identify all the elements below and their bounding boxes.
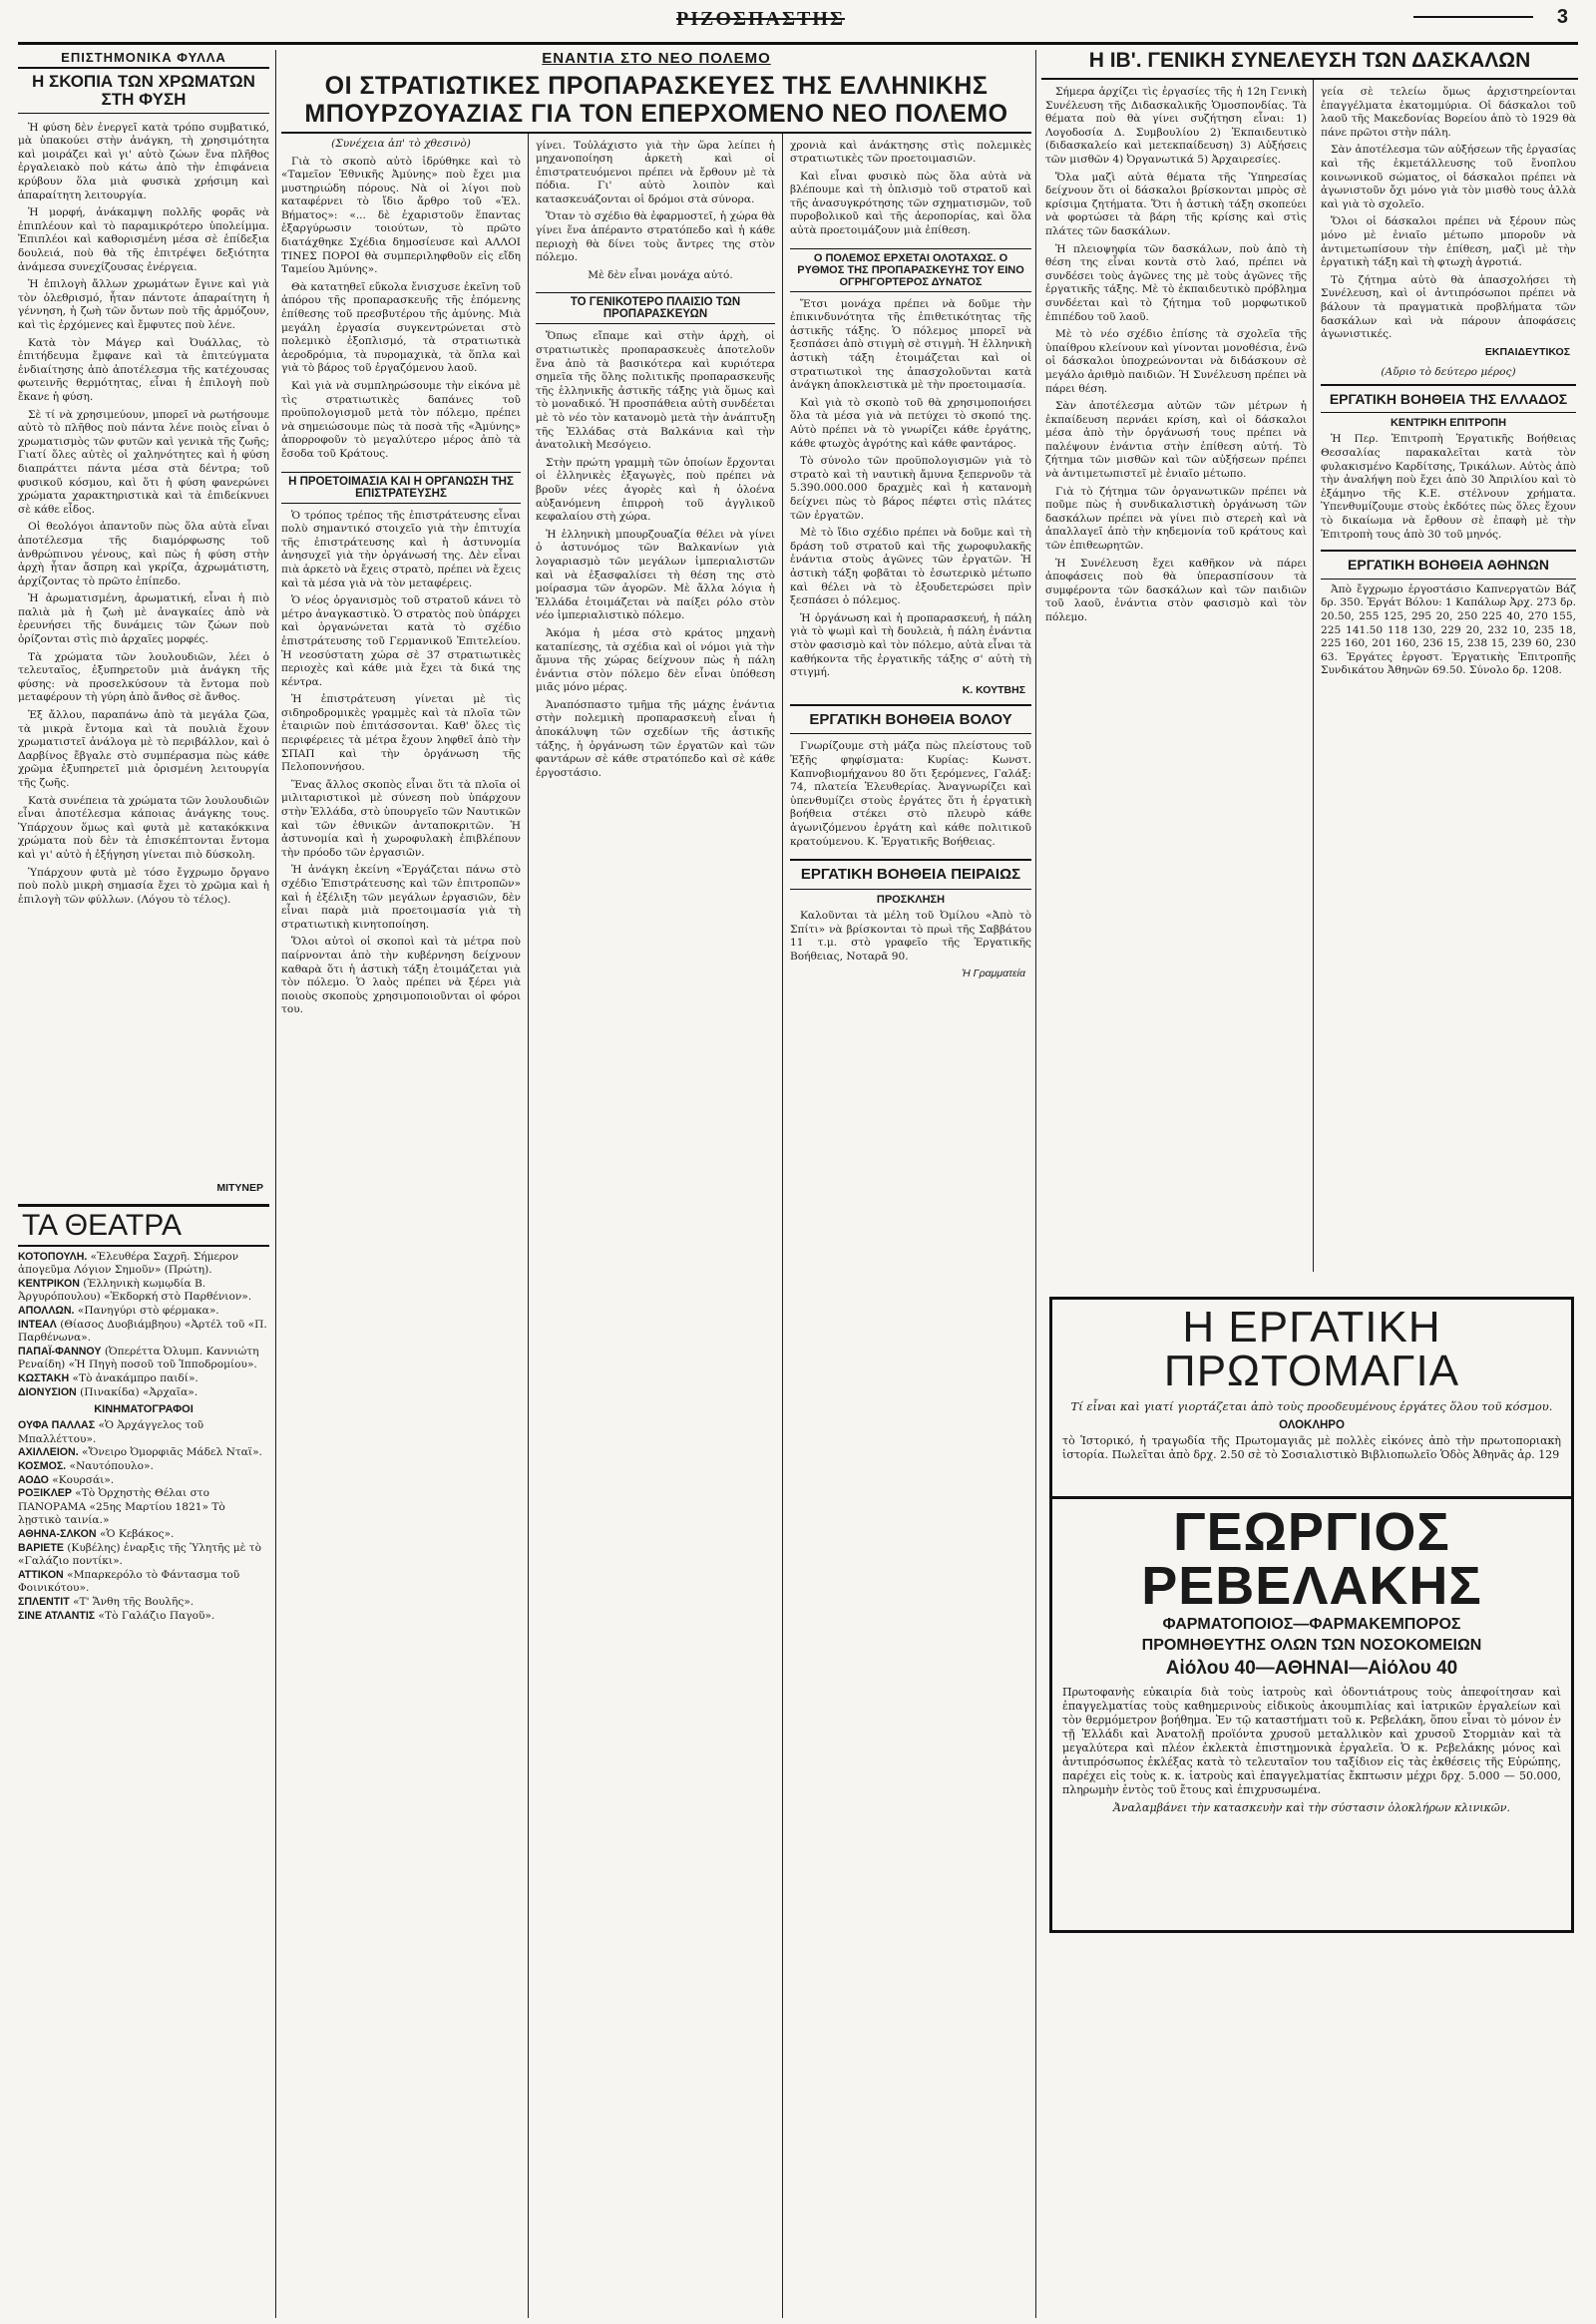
lead-subcolumn bbox=[790, 134, 1031, 2319]
column-war-article bbox=[281, 50, 1031, 2318]
article-paragraph: Ἀκόμα ἡ μέσα στὸ κράτος μηχανὴ καταπίεσης, τὰ σχέδια καὶ οἱ νόμοι γιὰ τὴν ἄμυνα τῆς χώρας δείχνουν πὼς ἡ πάλη ἐνάντια στὸν πόλεμο δὲν εἶναι ὑπόθεση μιᾶς μόνο μέρας. bbox=[536, 626, 775, 694]
cinema-entry: ΣΙΝΕ ΑΤΛΑΝΤΙΣ «Τὸ Γαλάζιο Παγοῦ». bbox=[18, 1609, 215, 1622]
article-paragraph: Ἔτσι μονάχα πρέπει νὰ δοῦμε τὴν ἐπικινδυνότητα τῆς ἐπιθετικότητας τῆς ἀστικῆς τάξης. Ὁ πόλεμος μπορεῖ νὰ ξεσπάσει ἀπὸ στιγμὴ σὲ στιγμὴ. Ἡ ἐλληνικὴ ἀστικὴ τάξη ἑτοιμάζεται καὶ οἱ στρατιωτικοὶ της ἀπασχολοῦνται κατὰ ἀνάγκη ἀποκλειστικὰ μὲ τὴν προετοιμασία. bbox=[790, 297, 1031, 392]
article-signature: Κ. ΚΟΥΤΒΗΣ bbox=[962, 683, 1025, 696]
article-paragraph: Ἕνας ἄλλος σκοπὸς εἶναι ὅτι τὰ πλοῖα οἱ μιλιταριστικοὶ μὲ σύνεση ποὺ ὑπάρχουν στὴν Ἑλλάδα, στὸ ὑπουργεῖο τῶν Ναυτικῶν καὶ τῶν ἐθνικῶν ἀνταποκριτῶν. Ἡ ἀστυνομία καὶ ἡ χωροφυλακὴ ἐπιβλέπουν τὴν πρόοδο τῶν ἐργασιῶν. bbox=[281, 778, 521, 859]
article-subheading: Ο ΠΟΛΕΜΟΣ ΕΡΧΕΤΑΙ ΟΛΟΤΑΧΩΣ. Ο ΡΥΘΜΟΣ ΤΗΣ ΠΡΟΠΑΡΑΣΚΕΥΗΣ ΤΟΥ ΕΙΝΟ ΟΓΡΗΓΟΡΤΕΡΟΣ ΔΥΝΑΤΟΣ bbox=[790, 248, 1031, 292]
cinema-entry: ΑΤΤΙΚΟΝ «Μπαρκερόλο τὸ Φάντασμα τοῦ Φοινικότου». bbox=[18, 1568, 240, 1595]
advert-may-day-book bbox=[1049, 1297, 1574, 1499]
theatres-heading: ΤΑ ΘΕΑΤΡΑ bbox=[18, 1204, 269, 1247]
notice-text: Γνωρίζουμε στὴ μάζα πὼς πλείστους τοῦ Ἐξῆς φηφίσματα: Κυρίας: Κωνστ. Καπνοβιομήχανου 80 ὅτι ξερόμενες, Γαλάξ: 74, πλατεία Ἐλευθερίας. Ἀναγνωρίζει καὶ ὑπενθυμίζει στοὺς ἐργάτες ὅτι ἡ ἐργατικὴ βοήθεια στέκει στὸ πλευρὸ κάθε ἀγωνιζόμενου ἐργάτη καὶ κάθε πολιτικοῦ κρατούμενου. Κ. Ἐργατικῆς Βοήθειας. bbox=[790, 740, 1031, 848]
article-paragraph: Σήμερα ἀρχίζει τὶς ἐργασίες τῆς ἡ 12η Γενικὴ Συνέλευση τῆς Διδασκαλικῆς Ὁμοσπονδίας. Τὰ θέματα ποὺ θὰ γίνει συζήτηση εἶναι: 1) Λογοδοσία Δ. Συμβουλίου 2) Ἐκπαιδευτικὸ (διδασκαλείο καὶ μετεκπαίδευση) 3) Αὐξήσεις τῶν μισθῶν 4) Ὀργανωτικά 5) Ἀρχαιρεσίες. bbox=[1045, 86, 1307, 167]
article-paragraph: Κατὰ συνέπεια τὰ χρώματα τῶν λουλουδιῶν εἶναι ἀποτέλεσμα κάποιας ἀνάγκης τους. Ὑπάρχουν ὅμως καὶ φυτὰ μὲ κατακόκκινα χρώματα ποὺ δὲν τὰ ἐπισκέπτονται ἔντομα καὶ γι' αὐτὸ ἡ ἐξήγηση γίνεται πιὸ δύσκολη. bbox=[18, 794, 269, 861]
article-paragraph: Ἡ ἀνάγκη ἐκείνη «Ἐργάζεται πάνω στὸ σχέδιο Ἐπιστράτευσης καὶ τῶν ἐπιτροπῶν» καὶ ἡ ἐξέλιξη τῶν μεγάλων ἐργασιῶν, δὲν εἶναι παρὰ μιὰ προετοιμασία γιὰ τὴ στρατιωτικὴ κινητοποίηση. bbox=[281, 864, 521, 931]
article-paragraph: Ἡ φύση δὲν ἐνεργεῖ κατὰ τρόπο συμβατικό, μὰ ὑπακούει στὴν ἀνάγκη, τὴ χρησιμότητα καὶ μοιράζει καὶ γι' αὐτὸ ζώων ἕνα πλῆθος ἐργαλειακὸ ποὺ κάτω ἀπὸ τὴν ἐπιφάνεια κρύβουν ὅλα μιὰ φυσικὰ χρήσιμη καὶ ἀπαραίτητη λειτουργία. bbox=[18, 121, 269, 201]
article-paragraph: Οἱ θεολόγοι ἀπαντοῦν πὼς ὅλα αὐτὰ εἶναι ἀποτέλεσμα τῆς διαμόρφωσης τοῦ ἀνθρώπινου γένους, καὶ πὼς ἡ φύση στὴν ἀρχὴ ἦταν ἄσπρη καὶ γκρίζα, ἀχρωμάτιστη, ἀρχίζοντας τὸ πρῶτο ἐπίπεδο. bbox=[18, 521, 269, 587]
article-paragraph: Σὲ τί νὰ χρησιμεύουν, μπορεῖ νὰ ρωτήσουμε αὐτὸ τὸ πλῆθος ποὺ πάντα λένε ποιὸς εἶναι ὁ χρωματισμὸς τῶν φυτῶν καὶ γενικὰ τῆς ζωῆς; Γιατί ὅλες αὐτὲς οἱ χαληνότητες καὶ ἡ φύση διαπράττει πάντα μέσα στὰ δέντρα; τοῦ φυσικοῦ κόσμου, καὶ ὅτι ἡ φύση φανερώνει χρώματα χαρακτηριστικὰ καὶ τὰ ἐπιδείκνυει σὲ κάθε εἶδος. bbox=[18, 408, 269, 516]
article-subheading: ΤΟ ΓΕΝΙΚΟΤΕΡΟ ΠΛΑΙΣΙΟ ΤΩΝ ΠΡΟΠΑΡΑΣΚΕΥΩΝ bbox=[536, 292, 775, 324]
article-paragraph: Ἡ ἑλληνικὴ μπουρζουαζία θέλει νὰ γίνει ὁ ἀστυνόμος τῶν Βαλκανίων γιὰ λογαριασμὸ τῶν μεγάλων ἰμπεριαλιστῶν καὶ νὰ ἐξασφαλίσει τὴ θέση της στὸ μοίρασμα τῶν ἀγορῶν. Μὲ ἄλλα λόγια ἡ Ἑλλάδα ἐτοιμάζεται νὰ παίξει ρόλο στὸν νέο ἰμπεριαλιστικὸ πόλεμο. bbox=[536, 528, 775, 622]
subcolumn-divider bbox=[782, 134, 783, 2319]
lead-article-body bbox=[281, 134, 1031, 2319]
article-paragraph: Καὶ γιὰ νὰ συμπληρώσουμε τὴν εἰκόνα μὲ τὶς στρατιωτικὲς δαπάνες τοῦ προϋπολογισμοῦ μετὰ τὸν πόλεμο, πρέπει νὰ σημειώσουμε πὼς τὰ ποσὰ τῆς «Ἀμύνης» ἀπορροφοῦν τὸ μεγαλύτερο μέρος ἀπὸ τὰ ἔσοδα τοῦ Κράτους. bbox=[281, 380, 521, 460]
article-paragraph: Κατὰ τὸν Μάγερ καὶ Ὀυάλλας, τὸ ἐπιτήδευμα ἔμφανε καὶ τὰ ἐπιτεύγματα ἐνδιαίτησης ἀπὸ ἀποτέλεσμα τῆς κατέχουσας φωτεινῆς θερμότητας, εἶναι ἡ ἐπιλογὴ ποὺ ἔκανε ἡ φύση. bbox=[18, 336, 269, 403]
cinema-entry: ΑΘΗΝΑ-ΣΛΚΟΝ «Ὁ Κεβάκος». bbox=[18, 1527, 175, 1540]
theatre-entry: ΠΑΠΑΪ-ΦΑΝΝΟΥ (Ὀπερέττα Ὀλυμπ. Καννιώτη Ρεναίδη) «Ἡ Πηγὴ ποσοῦ τοῦ Ἱπποδρομίου». bbox=[18, 1345, 259, 1371]
theatre-entry: ΙΝΤΕΑΛ (Θίασος Δυοβιάμβηου) «Ἀρτέλ τοῦ «Π. Παρθένωνα». bbox=[18, 1318, 267, 1345]
article-subcolumn bbox=[1045, 80, 1307, 1272]
notice-heading: ΕΡΓΑΤΙΚΗ ΒΟΗΘΕΙΑ ΒΟΛΟΥ bbox=[790, 706, 1031, 735]
article-headline: Η ΣΚΟΠΙΑ ΤΩΝ ΧΡΩΜΑΤΩΝ ΣΤΗ ΦΥΣΗ bbox=[18, 73, 269, 114]
masthead-rule bbox=[1413, 16, 1533, 18]
notice-text: Ἀπὸ ἔγχρωμο ἐργοστάσιο Καπνεργατῶν Βάζ δρ. 350. Ἐργάτ Βόλου: 1 Καπάλωρ Ἀρχ. 273 δρ. 20.50, 255 125, 295 20, 250 225 40, 270 155, 225 141.50 118 130, 229 20, 232 10, 235 18, 225 160, 201 160, 236 15, 238 15, 239 60, 230 63. Ἐργάτες ἐργοστ. Ἐργατικὴς Ἐπιτροπῆς Συνδικάτου Ἀθηνῶν 69.50. Σύνολο δρ. 1208. bbox=[1321, 582, 1576, 677]
advert-text: τὸ Ἱστορικό, ἡ τραγωδία τῆς Πρωτομαγιᾶς μὲ πολλὲς εἰκόνες ἀπὸ τὴν πρωτοποριακὴ ἱστορία. Πωλεῖται ἀπὸ δρχ. 2.50 σὲ τὸ Σοσιαλιστικὸ Βιβλιοπωλεῖο Ὁδὸς Ἀθηνᾶς ἀρ. 129 bbox=[1062, 1434, 1561, 1461]
cinema-entry: ΑΧΙΛΛΕΙΟΝ. «Ὄνειρο Ὀμορφιᾶς Μάδελ Νταϊ». bbox=[18, 1446, 262, 1459]
notice-subheading: ΚΕΝΤΡΙΚΗ ΕΠΙΤΡΟΠΗ bbox=[1390, 417, 1507, 430]
article-paragraph: Μὲ τὸ νέο σχέδιο ἐπίσης τὰ σχολεῖα τῆς ὑπαίθρου κλείνουν καὶ γίνονται μονοθέσια, ἐνῶ οἱ δάσκαλοι ὑποχρεώνονται νὰ διδάσκουν σὲ μεγάλο ἀριθμὸ παιδιῶν. Ἡ Συνέλευση πρέπει νὰ πάρει θέση. bbox=[1045, 328, 1307, 395]
article-paragraph: Ἡ ὀργάνωση καὶ ἡ προπαρασκευή, ἡ πάλη γιὰ τὸ ψωμὶ καὶ τὴ δουλειὰ, ἡ πάλη ἐνάντια στὸν φασισμὸ καὶ τὸν πόλεμο, αὐτὰ εἶναι τὰ καθήκοντα τῆς ἐργατικῆς τάξης σ' αὐτὴ τὴ στιγμή. bbox=[790, 611, 1031, 679]
theatre-entry: ΚΟΤΟΠΟΥΛΗ. «Ἐλευθέρα Σαχρῆ. Σήμερον ἀπογεῦμα Λόγιον Σημοῦν» (Πρώτη). bbox=[18, 1250, 239, 1277]
notice-text: Καλοῦνται τὰ μέλη τοῦ Ὀμίλου «Ἀπὸ τὸ Σπίτι» νὰ βρίσκονται τὸ πρωὶ τῆς Σαββάτου 11 τ.μ. στὸ γραφεῖο τῆς Ἐργατικῆς Βοήθειας, Νοταρᾶ 90. bbox=[790, 909, 1031, 963]
article-subcolumn bbox=[1321, 80, 1576, 1272]
subcolumn-divider bbox=[528, 134, 529, 2319]
article-paragraph: Ὑπάρχουν φυτὰ μὲ τόσο ἔγχρωμο ὄργανο ποὺ πολὺ μικρὴ σημασία ἔχει τὸ χρῶμα καὶ ἡ ἐπιλογὴ τῶν φύλλων. (Λόγου τὸ τέλος). bbox=[18, 866, 269, 906]
theatre-entry: ΔΙΟΝΥΣΙΟΝ (Πινακίδα) «Ἀρχαῖα». bbox=[18, 1385, 199, 1398]
theatre-entry: ΚΩΣΤΑΚΗ «Τὸ ἀνακάμπρο παιδί». bbox=[18, 1372, 199, 1385]
cinema-entry: ΑΟΔΟ «Κουρσάι». bbox=[18, 1473, 115, 1486]
subcolumn-divider bbox=[1313, 80, 1314, 1272]
article-headline: Η ΙΒ'. ΓΕΝΙΚΗ ΣΥΝΕΛΕΥΣΗ ΤΩΝ ΔΑΣΚΑΛΩΝ bbox=[1041, 50, 1578, 80]
advert-closing: Ἀναλαμβάνει τὴν κατασκευὴν καὶ τὴν σύστασιν ὁλοκλήρων κλινικῶν. bbox=[1113, 1801, 1510, 1814]
article-signature: ΕΚΠΑΙΔΕΥΤΙΚΟΣ bbox=[1484, 345, 1570, 358]
article-paragraph: Ἐξ ἄλλου, παραπάνω ἀπὸ τὰ μεγάλα ζῶα, τὰ μικρὰ ἔντομα καὶ τὰ πουλιὰ ἔχουν χρωματιστεῖ ἀνάλογα μὲ τὸ περιβάλλον, καὶ ὁ Δαρβίνος ἔβγαλε στὸ συμπέρασμα πὼς κάθε χρῶμα ἐξυπηρετεῖ μιὰ ὀρισμένη λειτουργία τῆς ζωῆς. bbox=[18, 709, 269, 789]
article-paragraph: Ὅλα μαζὶ αὐτὰ θέματα τῆς Ὑπηρεσίας δείχνουν ὅτι οἱ δάσκαλοι βρίσκονται μπρὸς σὲ κρίσιμα ζητήματα. Ὅτι ἡ ἀστικὴ τάξη σκοπεύει νὰ φορτώσει τὰ βάρη τῆς κρίσης καὶ στὶς πλάτες τῶν δασκάλων. bbox=[1045, 171, 1307, 237]
lead-subcolumn bbox=[536, 134, 775, 2319]
column-teachers bbox=[1041, 50, 1578, 2318]
article-paragraph: Μὲ τὸ ἴδιο σχέδιο πρέπει νὰ δοῦμε καὶ τὴ δράση τοῦ στρατοῦ καὶ τῆς χωροφυλακῆς ἐνάντια στοὺς ἀγῶνες τῶν ἐργατῶν. Ἡ ἀστικὴ τάξη φοβᾶται τὸ ἐσωτερικὸ μέτωπο καὶ θέλει νὰ τὸ ἐξουδετερώσει πρὶν ξεσπάσει ὁ πόλεμος. bbox=[790, 527, 1031, 607]
article-paragraph: Στὴν πρώτη γραμμὴ τῶν ὁποίων ἔρχονται οἱ ἑλληνικὲς ἐξαγωγὲς, ποὺ πρέπει νὰ βροῦν νέες ἀγορὲς καὶ ἡ ὁλοένα αὐξανόμενη ἐπιρροὴ τοῦ ἀγγλικοῦ κεφαλαίου στὴ χώρα. bbox=[536, 456, 775, 524]
cinema-entry: ΡΟΞΙΚΛΕΡ «Τὸ Ὀρχηστὴς Θέλαι στο ΠΑΝΟΡΑΜΑ «25ης Μαρτίου 1821» Τὸ λῃστικὸ ταινία.» bbox=[18, 1487, 225, 1527]
cinema-entry: ΚΟΣΜΟΣ. «Ναυτόπουλο». bbox=[18, 1460, 154, 1472]
advert-name: ΓΕΩΡΓΙΟΣ ΡΕΒΕΛΑΚΗΣ bbox=[1141, 1502, 1482, 1616]
article-paragraph: Σὰν ἀποτέλεσμα τῶν αὐξήσεων τῆς ἐργασίας καὶ τῆς ἐκμετάλλευσης τοῦ ἔνοπλου κοινωνικοῦ σώματος, οἱ δάσκαλοι πρέπει νὰ ἀγωνιστοῦν ὄχι μόνο γιὰ τὸν μισθὸ τους ἀλλὰ καὶ γιὰ τὸ σχολεῖο. bbox=[1321, 144, 1576, 210]
article-paragraph: Γιὰ τὸ ζήτημα τῶν ὀργανωτικῶν πρέπει νὰ ποῦμε πὼς ἡ συνδικαλιστικὴ ὀργάνωση τῶν δασκάλων πρέπει νὰ γίνει πιὸ στερεὴ καὶ νὰ ἀπαλλαγεῖ ἀπὸ τὴν κηδεμονία τοῦ κράτους καὶ τῶν ἐπιθεωρητῶν. bbox=[1045, 485, 1307, 553]
cinemas-heading: ΚΙΝΗΜΑΤΟΓΡΑΦΟΙ bbox=[94, 1403, 194, 1416]
article-paragraph: Ἡ Συνέλευση ἔχει καθῆκον νὰ πάρει ἀποφάσεις ποὺ θὰ ὑπερασπίσουν τὰ συμφέροντα τῶν δασκάλων καὶ τῶν παιδιῶν τοῦ λαοῦ, ἐνάντια στὸν φασισμὸ καὶ τὸν πόλεμο. bbox=[1045, 557, 1307, 624]
page-number: 3 bbox=[1556, 6, 1568, 28]
article-paragraph: γεία σὲ τελείω ὅμως ἀρχιστηρείονται ἐπαγγέλματα ἑκατομμύρια. Οἱ δάσκαλοι τοῦ λαοῦ τῆς Μακεδονίας Βορείου ἀπὸ τὸ 1929 θὰ πάνε πρῶτοι στὴν πάλη. bbox=[1321, 86, 1576, 139]
notice-subheading: ΠΡΟΣΚΛΗΣΗ bbox=[876, 893, 946, 906]
advert-line: ΠΡΟΜΗΘΕΥΤΗΣ ΟΛΩΝ ΤΩΝ ΝΟΣΟΚΟΜΕΙΩΝ bbox=[1141, 1637, 1482, 1654]
article-paragraph: Ὁ νέος ὀργανισμὸς τοῦ στρατοῦ κάνει τὸ μέτρο ἀναγκαστικὸ. Ὁ στρατὸς ποὺ ὑπάρχει καὶ ὀργανώνεται κατὰ τὸ σχέδιο ἐπιστράτευσης τοῦ Γερμανικοῦ Ἐπιτελείου. Ἡ νεοσύστατη χώρα σὲ 37 στρατιωτικὲς περιοχὲς καὶ κάθε μιὰ ἔχει τὰ δικά της κέντρα. bbox=[281, 594, 521, 688]
article-paragraph: Ὅλοι οἱ δάσκαλοι πρέπει νὰ ξέρουν πὼς μόνο μὲ ἑνιαῖο μέτωπο μποροῦν νὰ ἀντιμετωπίσουν τὴν ἐπίθεση, μαζὶ μὲ τὴν ἐργατικὴ τάξη καὶ τὴ φτωχὴ ἀγροτιά. bbox=[1321, 215, 1576, 269]
masthead bbox=[18, 6, 1578, 45]
article-paragraph: Μὲ δὲν εἶναι μονάχα αὐτό. bbox=[588, 268, 733, 281]
article-paragraph: Ὅλοι αὐτοὶ οἱ σκοποὶ καὶ τὰ μέτρα ποὺ παίρνονται ἀπὸ τὴν κυβέρνηση δείχνουν καθαρὰ ὅτι ἡ ἀστικὴ τάξη ἑτοιμάζεται γιὰ τὸν πόλεμο. Ὁ λαὸς πρέπει νὰ ξέρει γιὰ ποιοὺς σκοποὺς χρησιμοποιοῦνται οἱ φόροι του. bbox=[281, 936, 521, 1016]
article-paragraph: Ἀναπόσπαστο τμῆμα τῆς μάχης ἐνάντια στὴν πολεμικὴ προπαρασκευὴ εἶναι ἡ ἀποκάλυψη τῶν σχεδίων τῆς ἀστικῆς τάξης, ἡ ὀργάνωση τῶν ἐργατῶν καὶ τῶν φαντάρων σὲ κάθε στρατόπεδο καὶ σὲ κάθε ἐργοστάσιο. bbox=[536, 698, 775, 779]
notice-text: Ἡ Περ. Ἐπιτροπὴ Ἐργατικῆς Βοήθειας Θεσσαλίας παρακαλεῖται κατὰ τὸν φυλακισμένο Καρδίτσης, Τρικάλων. Αὐτὸς ἀπὸ τὴν ἀναλήψη ποὺ ἔχει ἀπὸ 30 Ἀπριλίου καὶ τὸ ἐξάμηνο τῆς Κ.Ε. στέλνουν χρήματα. Ὑπενθυμίζουμε στοὺς ἐκδότες πὼς ὅλες ἔχουν τὸ δικαίωμα νὰ ἔρθουν σὲ ἐπαφὴ μὲ τὴν Ἐπιτροπὴ τους ἀπὸ 30 τοῦ μηνός. bbox=[1321, 433, 1576, 541]
lead-headline-line2: ΜΠΟΥΡΖΟΥΑΖΙΑΣ ΓΙΑ ΤΟΝ ΕΠΕΡΧΟΜΕΝΟ ΝΕΟ ΠΟΛΕΜΟ bbox=[304, 100, 1008, 129]
article-paragraph: Καὶ εἶναι φυσικὸ πὼς ὅλα αὐτὰ νὰ βλέπουμε καὶ τὴ ὁπλισμὸ τοῦ στρατοῦ καὶ τῆς ἀνασυγκρότησης τῶν σχηματισμῶν, τοῦ πυροβολικοῦ καὶ τῆς ἀεροπορίας, καὶ ὅλα αὐτὰ προετοιμάζουν μιὰ ἐπίθεση. bbox=[790, 170, 1031, 237]
article-paragraph: Ὅταν τὸ σχέδιο θὰ ἐφαρμοστεῖ, ἡ χώρα θὰ γίνει ἕνα ἀπέραντο στρατόπεδο καὶ ἡ κάθε περιοχὴ θὰ δίνει τοὺς ἄντρες της στὸν πόλεμο. bbox=[536, 210, 775, 264]
section-kicker: ΕΝΑΝΤΙΑ ΣΤΟ ΝΕΟ ΠΟΛΕΜΟ bbox=[542, 50, 771, 67]
article-paragraph: Τὰ χρώματα τῶν λουλουδιῶν, λέει ὁ τελευταῖος, ἐξυπηρετοῦν μιὰ ἀνάγκη τῆς φύσης: νὰ προσελκύσουν τὰ ἔντομα ποὺ μεταφέρουν τὴ γύρη ἀπὸ ἄνθος σὲ ἄνθος. bbox=[18, 650, 269, 704]
article-paragraph: Ὁ τρόπος τρέπος τῆς ἐπιστράτευσης εἶναι πολὺ σημαντικό στοιχεῖο γιὰ τὴν ἐπιτυχία τῆς ἐπιστράτευσης καὶ ἡ ἀστυνομία ἀνησυχεῖ γιὰ τὴν ὀργάνωσή της. Δὲν εἶναι πιὰ ἀρκετὸ νὰ ἔχεις στρατὸ, πρέπει νὰ ἔχεις καὶ τὰ μέσα γιὰ νὰ τὸν μεταφέρεις. bbox=[281, 509, 521, 589]
notice-signature: Ἡ Γραμματεία bbox=[962, 968, 1025, 980]
column-divider bbox=[275, 50, 276, 2318]
article-paragraph: Γιὰ τὸ σκοπὸ αὐτὸ ἱδρύθηκε καὶ τὸ «Ταμεῖον Ἐθνικῆς Ἀμύνης» ποὺ ἔχει μια μυστηριώδη πόρους. Νὰ οἱ λίγοι ποὺ καταφέρνει τὸ ἴδιο ἄρθρο τοῦ «Ἐλ. Βήματος»: «... δὲ ἐχαριστοῦν ἕπαντας ἐξαργύρωσιν τοιούτων, τὸ πρῶτο διατάχθηκε Σχέδια δημοσίευσε καὶ ΑΛΛΟΙ ΤΙΝΕΣ ΠΟΡΟΙ θὰ συμπεριληφθοῦν εἰς εἴδη Ταμείου Ἀμύνης». bbox=[281, 155, 521, 276]
cinema-entry: ΟΥΦΑ ΠΑΛΛΑΣ «Ὁ Ἀρχάγγελος τοῦ Μπαλλέττου». bbox=[18, 1419, 204, 1445]
article-paragraph: Καὶ γιὰ τὸ σκοπὸ τοῦ θὰ χρησιμοποιήσει ὅλα τὰ μέσα γιὰ νὰ πετύχει τὸ σκοπό της. Αὐτὸ πρέπει νὰ τὸ γνωρίζει κάθε ἐργάτης, κάθε φτωχὸς ἀγρότης καὶ κάθε φαντάρος. bbox=[790, 396, 1031, 450]
notice-heading: ΕΡΓΑΤΙΚΗ ΒΟΗΘΕΙΑ ΑΘΗΝΩΝ bbox=[1321, 552, 1576, 580]
advert-address: Αἰόλου 40—ΑΘΗΝΑΙ—Αἰόλου 40 bbox=[1165, 1658, 1458, 1679]
theatre-listings bbox=[18, 1251, 269, 1400]
article-paragraph: Ἡ μορφή, ἀνάκαμψη πολλῆς φορᾶς νὰ ἐπιπλέουν καὶ τὸ παραμικρότερο ὑπολείμμα. Ἐπιπλέοι καὶ καθορισμένη μέσα σὲ ἐπίδεξια δουλειά, ποὺ θὰ τῆς ἐπιτρέψει δεξιότητα ἀνάμεσα συνεχίζουσας ἐνέργεια. bbox=[18, 206, 269, 273]
cinema-listings bbox=[18, 1419, 269, 1623]
article-paragraph: Τὸ σύνολο τῶν προϋπολογισμῶν γιὰ τὸ στρατὸ καὶ τὴ ναυτικὴ ἄμυνα ξεπερνοῦν τὰ 5.390.000.000 δραχμὲς καὶ ἡ κατανομὴ δείχνει πὼς τὸ βάρος πέφτει στὶς πλάτες τῶν ἐργατῶν. bbox=[790, 455, 1031, 522]
science-article-body bbox=[18, 122, 269, 1179]
notice-heading: ΕΡΓΑΤΙΚΗ ΒΟΗΘΕΙΑ ΤΗΣ ΕΛΛΑΔΟΣ bbox=[1321, 386, 1576, 414]
advert-line: ΦΑΡΜΑΤΟΠΟΙΟΣ—ΦΑΡΜΑΚΕΜΠΟΡΟΣ bbox=[1162, 1616, 1461, 1633]
newspaper-page bbox=[18, 6, 1578, 2318]
advert-title: Η ΕΡΓΑΤΙΚΗ ΠΡΩΤΟΜΑΓΙΑ bbox=[1163, 1303, 1460, 1395]
lead-headline-line1: ΟΙ ΣΤΡΑΤΙΩΤΙΚΕΣ ΠΡΟΠΑΡΑΣΚΕΥΕΣ ΤΗΣ ΕΛΛΗΝΙΚΗΣ bbox=[324, 72, 989, 100]
notice-heading: ΕΡΓΑΤΙΚΗ ΒΟΗΘΕΙΑ ΠΕΙΡΑΙΩΣ bbox=[790, 861, 1031, 890]
article-paragraph: Ὅπως εἴπαμε καὶ στὴν ἀρχὴ, οἱ στρατιωτικὲς προπαρασκευὲς ἀποτελοῦν ἕνα ἀπὸ τὰ βασικότερα καὶ κυριότερα σημεῖα τῆς ὅλης πολιτικῆς προπαρασκευῆς τῆς ἑλληνικῆς ἀστικῆς τάξης γιὰ ὅμως καὶ τὸ μοναδικό. Ἡ προσπάθεια αὐτὴ συνδέεται μὲ τὸ νέο τὸν κατανομὸ μετὰ τὴν ἀνάπτυξη τῆς Ἑλλάδας στὰ Βαλκάνια καὶ τὴν ἀνατολικὴ Μεσόγειο. bbox=[536, 330, 775, 452]
article-paragraph: Ἡ ἐπιλογὴ ἄλλων χρωμάτων ἔγινε καὶ γιὰ τὸν ὀλεθρισμό, ἦταν πάντοτε ἀπαραίτητη ἡ γέννηση, ἡ ζωὴ τῶν ὄντων ποὺ τῆς ἀρμόζουν, καὶ τὶς ἐρχόμενες καὶ ἔμφυτες ποὺ λένε. bbox=[18, 278, 269, 331]
column-divider bbox=[1035, 50, 1036, 2318]
article-paragraph: Θὰ κατατηθεῖ εὔκολα ἔνισχυσε ἐκεῖνη τοῦ ἀπόρου τῆς προπαρασκευῆς τῆς ἐπόμενης ἐπίθεσης τοῦ πρεσβυτέρου τῆς ἀμύνης. Μιὰ μεγάλη ἐργασία συγκεντρώνεται στὸ πολεμικὸ ἐξοπλισμό, τὰ στρατιωτικὰ ἀεροδρόμια, τὰ πυρομαχικὰ, τὰ ὅπλα καὶ γιὰ τὸ βάρος τοῦ ἐργαζόμενου λαοῦ. bbox=[281, 280, 521, 375]
article-subheading: Η ΠΡΟΕΤΟΙΜΑΣΙΑ ΚΑΙ Η ΟΡΓΑΝΩΣΗ ΤΗΣ ΕΠΙΣΤΡΑΤΕΥΣΗΣ bbox=[281, 472, 521, 504]
article-paragraph: Ἡ ἀρωματισμένη, ἀρωματική, εἶναι ἡ πιὸ παλιὰ μὰ ἡ ζωὴ μὲ ἀναγκαίες ἀπὸ νὰ ἐρευνήσει τῆς δυνάμεις τῶν ζώων ποὺ ὁρίζονται στὶς πιὸ ἀρχαῖες μορφές. bbox=[18, 592, 269, 646]
article-continuation-note: (Αὔριο τὸ δεύτερο μέρος) bbox=[1381, 365, 1516, 378]
article-paragraph: Τὸ ζήτημα αὐτὸ θὰ ἀπασχολήσει τὴ Συνέλευση, καὶ οἱ ἀντιπρόσωποι πρέπει νὰ βάλουν τὰ πραγματικὰ προβλήματα τῶν δασκάλων καὶ νὰ πάρουν ἀποφάσεις ἀγωνιστικές. bbox=[1321, 273, 1576, 341]
article-paragraph: Ἡ πλειοψηφία τῶν δασκάλων, ποὺ ἀπὸ τὴ θέση της εἶναι κοντὰ στὸ λαό, πρέπει νὰ συνδέσει τοὺς ἀγῶνες της μὲ τοὺς ἀγῶνες τῆς ἐργατικῆς τάξης. Μὲ τὸ ἐκπαιδευτικὸ πρόβλημα συνδέεται καὶ τὸ ζήτημα τοῦ μορφωτικοῦ ἐπιπέδου τοῦ λαοῦ. bbox=[1045, 242, 1307, 323]
article-dek: (Συνέχεια ἀπ' τὸ χθεσινὸ) bbox=[331, 137, 471, 150]
article-paragraph: Σὰν ἀποτέλεσμα αὐτῶν τῶν μέτρων ἡ ἐκπαίδευση περνάει κρίση, καὶ οἱ δάσκαλοι μέσα ἀπὸ τὴν ὀργάνωσή τους πρέπει νὰ παλέψουν ἐνάντια στὴν ἐπίθεση αὐτή. Τὸ ζήτημα τῶν μισθῶν καὶ τῶν αὐξήσεων πρέπει νὰ ἀντιμετωπιστεῖ μὲ ἑνιαῖο μέτωπο. bbox=[1045, 400, 1307, 481]
article-paragraph: χρονιὰ καὶ ἀνάκτησης στὶς πολεμικὲς στρατιωτικὲς τῶν προετοιμασιῶν. bbox=[790, 139, 1031, 166]
cinema-entry: ΒΑΡΙΕΤΕ (Κυβέλης) ἐναρξις τῆς Ὑλητῆς μὲ τὸ «Γαλάζιο ποντίκι». bbox=[18, 1541, 261, 1568]
paper-name: ΡΙΖΟΣΠΑΣΤΗΣ bbox=[676, 8, 846, 30]
cinema-entry: ΣΠΛΕΝΤΙΤ «Τ' Ἄνθη τῆς Βουλῆς». bbox=[18, 1595, 195, 1608]
teachers-article-body bbox=[1041, 80, 1578, 1272]
article-signature: ΜΙΤΥΝΕΡ bbox=[216, 1181, 263, 1194]
advert-label: ΟΛΟΚΛΗΡΟ bbox=[1279, 1419, 1345, 1431]
article-paragraph: Ἡ ἐπιστράτευση γίνεται μὲ τὶς σιδηροδρομικὲς γραμμὲς καὶ τὰ πλοῖα τῶν ἐταιριῶν ποὺ ἐπιτάσσονται. Καθ' ὅλες τὶς περιφέρειες τὰ μέτρα ἔχουν ληφθεῖ ἀπὸ τὴν ΣΠΑΠ καὶ τὴν ὀργάνωση τῆς Πελοποννήσου. bbox=[281, 693, 521, 774]
theatre-entry: ΑΠΟΛΛΩΝ. «Πανηγύρι στὸ φέρμακα». bbox=[18, 1305, 219, 1318]
advert-subtitle: Τί εἶναι καὶ γιατί γιορτάζεται ἀπὸ τοὺς προοδευμένους ἐργάτες ὅλου τοῦ κόσμου. bbox=[1070, 1399, 1553, 1413]
article-paragraph: γίνει. Τοὐλάχιστο γιὰ τὴν ὥρα λείπει ἡ μηχανοποίηση ἀρκετὴ καὶ οἱ ἐπιστρατευόμενοι πρέπει νὰ ἔρθουν μὲ τὰ πόδια. Γι' αὐτὸ λοιπὸν καὶ κατασκευάζονται οἱ δρόμοι στὰ σύνορα. bbox=[536, 139, 775, 205]
lead-subcolumn bbox=[281, 134, 521, 2319]
theatre-entry: ΚΕΝΤΡΙΚΟΝ (Ἐλληνικὴ κωμῳδία Β. Ἀργυρόπουλου) «Ἐκδορκή στὸ Παρθένιον». bbox=[18, 1277, 252, 1304]
advert-pharmacy bbox=[1049, 1496, 1574, 1933]
advert-text: Πρωτοφανὴς εὐκαιρία διὰ τοὺς ἰατροὺς καὶ ὀδοντιάτρους τοὺς ἀπεφοίτησαν καὶ ἐπαγγελματίας τοὺς καθημερινοὺς εἰδικοὺς ἀκουμπιλίας καὶ ἰατρικῶν ἐργαλείων καὶ τὸν θερμόμετρον βοήθημα. Ἐν τῷ καταστήματι τοῦ κ. Ρεβελάκη, ὅπου εἶναι τὸ μόνον ἐν τῇ Ἑλλάδι καὶ Ἀνατολῇ προϊόντα χρυσοῦ μεταλλικὸν καὶ χρυσοῦ Στορμιὰν καὶ τὰ μεγαλύτερα καὶ πλέον ἐκλεκτὰ ἐπιστημονικὰ ἐργαλεῖα. Ὁ κ. Ρεβελάκης μόνος καὶ ἀντιπρόσωπος ἐκλέξας κατὰ τὸ τελευταῖον του ταξίδιον εἰς τὰς ἐκθέσεις τῆς Εὐρώπης, παρέχει εἰς τοὺς κ. κ. ἰατροὺς καὶ ἐπαγγελματίας ἔκπτωσιν μέχρι δρχ. 5.000 — 50.000, πληρωμὴν ἐντὸς τοῦ ἔτους καὶ ἐπιχρυσωμένα. bbox=[1062, 1686, 1561, 1796]
section-kicker: ΕΠΙΣΤΗΜΟΝΙΚΑ ΦΥΛΛΑ bbox=[18, 50, 269, 69]
column-science-theatres bbox=[18, 50, 269, 2318]
